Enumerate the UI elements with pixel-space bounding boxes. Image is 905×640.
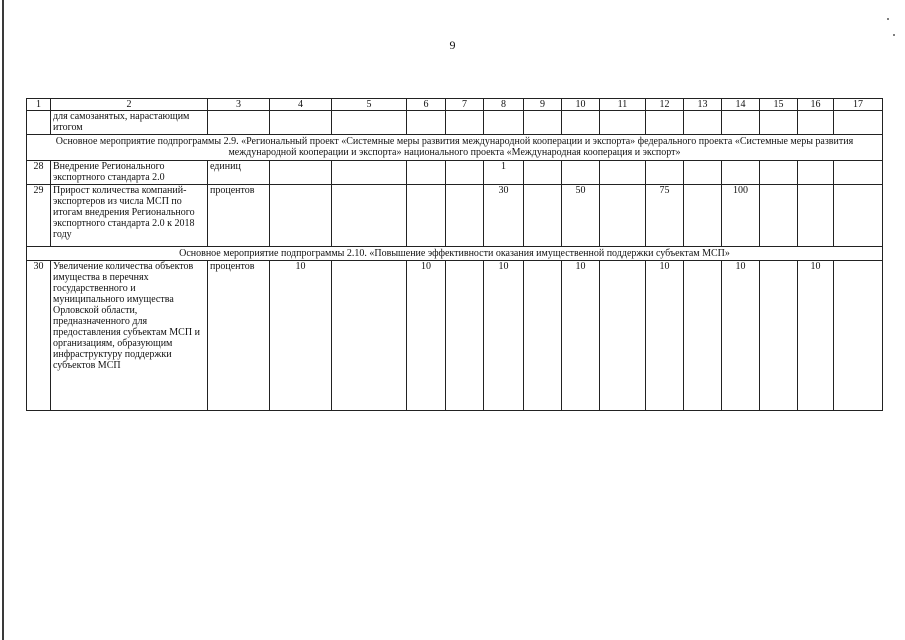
column-header: 5 — [332, 99, 407, 111]
indicator-value — [562, 111, 600, 135]
row-number — [27, 111, 51, 135]
column-header: 11 — [600, 99, 646, 111]
indicator-value — [798, 185, 834, 247]
column-header-row — [27, 99, 883, 111]
column-header: 13 — [684, 99, 722, 111]
indicator-value: 75 — [646, 185, 684, 247]
indicator-value: 10 — [562, 261, 600, 411]
section-header-row — [27, 135, 883, 161]
section-title: Основное мероприятие подпрограммы 2.9. «Региональный проект «Системные меры развития международной кооперации и экспорта» федерального проекта «Системные меры развития международной кооперации и экспорта» национального проекта «Международная кооперация и экспорт» — [27, 135, 883, 161]
indicator-value — [524, 111, 562, 135]
indicator-value — [684, 185, 722, 247]
scan-left-edge — [2, 0, 4, 640]
indicator-value: 1 — [484, 161, 524, 185]
indicator-value: 10 — [407, 261, 446, 411]
indicator-value — [798, 161, 834, 185]
column-header: 1 — [27, 99, 51, 111]
column-header: 3 — [208, 99, 270, 111]
indicator-value — [270, 161, 332, 185]
indicator-value — [484, 111, 524, 135]
row-number: 30 — [27, 261, 51, 411]
column-header: 7 — [446, 99, 484, 111]
indicator-value — [646, 111, 684, 135]
indicator-value — [332, 111, 407, 135]
column-header: 8 — [484, 99, 524, 111]
table-row — [27, 111, 883, 135]
indicator-value — [722, 161, 760, 185]
scan-speck — [893, 34, 895, 36]
indicator-value — [407, 185, 446, 247]
indicator-value — [524, 185, 562, 247]
page-number: 9 — [449, 38, 456, 52]
row-number: 28 — [27, 161, 51, 185]
indicator-value — [446, 261, 484, 411]
indicator-value — [722, 111, 760, 135]
indicator-value — [270, 111, 332, 135]
indicator-value — [760, 185, 798, 247]
indicator-value — [524, 161, 562, 185]
indicator-value: 10 — [646, 261, 684, 411]
scan-speck — [887, 18, 889, 20]
column-header: 4 — [270, 99, 332, 111]
section-title: Основное мероприятие подпрограммы 2.10. «Повышение эффективности оказания имущественной поддержки субъектам МСП» — [27, 247, 883, 261]
indicators-table — [26, 98, 883, 411]
indicator-name: Увеличение количества объектов имущества в перечнях государственного и муниципального имущества Орловской области, предназначенного для предоставления субъектам МСП и организациям, образующим инфраструктуру поддержки субъектов МСП — [51, 261, 208, 411]
table-row — [27, 261, 883, 411]
indicator-value: 10 — [484, 261, 524, 411]
unit-of-measure — [208, 111, 270, 135]
indicator-value — [332, 261, 407, 411]
indicator-value — [600, 161, 646, 185]
indicator-value — [834, 111, 883, 135]
column-header: 9 — [524, 99, 562, 111]
section-header-row — [27, 247, 883, 261]
column-header: 6 — [407, 99, 446, 111]
table-body — [27, 99, 883, 411]
indicator-value: 10 — [798, 261, 834, 411]
indicator-value — [600, 111, 646, 135]
indicator-value — [524, 261, 562, 411]
indicator-value — [834, 185, 883, 247]
indicator-value — [834, 161, 883, 185]
table-row — [27, 161, 883, 185]
indicator-value: 30 — [484, 185, 524, 247]
indicator-value: 100 — [722, 185, 760, 247]
indicator-value — [600, 185, 646, 247]
column-header: 17 — [834, 99, 883, 111]
indicator-value: 10 — [722, 261, 760, 411]
row-number: 29 — [27, 185, 51, 247]
indicator-name: Прирост количества компаний-экспортеров из числа МСП по итогам внедрения Регионального экспортного стандарта 2.0 к 2018 году — [51, 185, 208, 247]
indicator-value — [270, 185, 332, 247]
indicator-value — [760, 161, 798, 185]
indicator-value — [600, 261, 646, 411]
indicator-value — [407, 161, 446, 185]
indicator-value — [562, 161, 600, 185]
column-header: 2 — [51, 99, 208, 111]
indicator-value — [684, 111, 722, 135]
indicator-value — [446, 111, 484, 135]
indicator-value — [798, 111, 834, 135]
indicator-value — [684, 261, 722, 411]
indicator-value — [446, 185, 484, 247]
column-header: 16 — [798, 99, 834, 111]
indicator-name: Внедрение Регионального экспортного стандарта 2.0 — [51, 161, 208, 185]
indicator-value — [760, 261, 798, 411]
indicator-value — [834, 261, 883, 411]
indicator-value — [646, 161, 684, 185]
indicator-value — [332, 161, 407, 185]
indicator-value: 50 — [562, 185, 600, 247]
indicator-value — [407, 111, 446, 135]
indicator-value — [332, 185, 407, 247]
unit-of-measure: процентов — [208, 185, 270, 247]
column-header: 10 — [562, 99, 600, 111]
indicator-value — [446, 161, 484, 185]
indicator-value: 10 — [270, 261, 332, 411]
column-header: 12 — [646, 99, 684, 111]
column-header: 14 — [722, 99, 760, 111]
indicator-value — [684, 161, 722, 185]
indicator-name: для самозанятых, нарастающим итогом — [51, 111, 208, 135]
unit-of-measure: единиц — [208, 161, 270, 185]
unit-of-measure: процентов — [208, 261, 270, 411]
indicator-value — [760, 111, 798, 135]
column-header: 15 — [760, 99, 798, 111]
table-row — [27, 185, 883, 247]
